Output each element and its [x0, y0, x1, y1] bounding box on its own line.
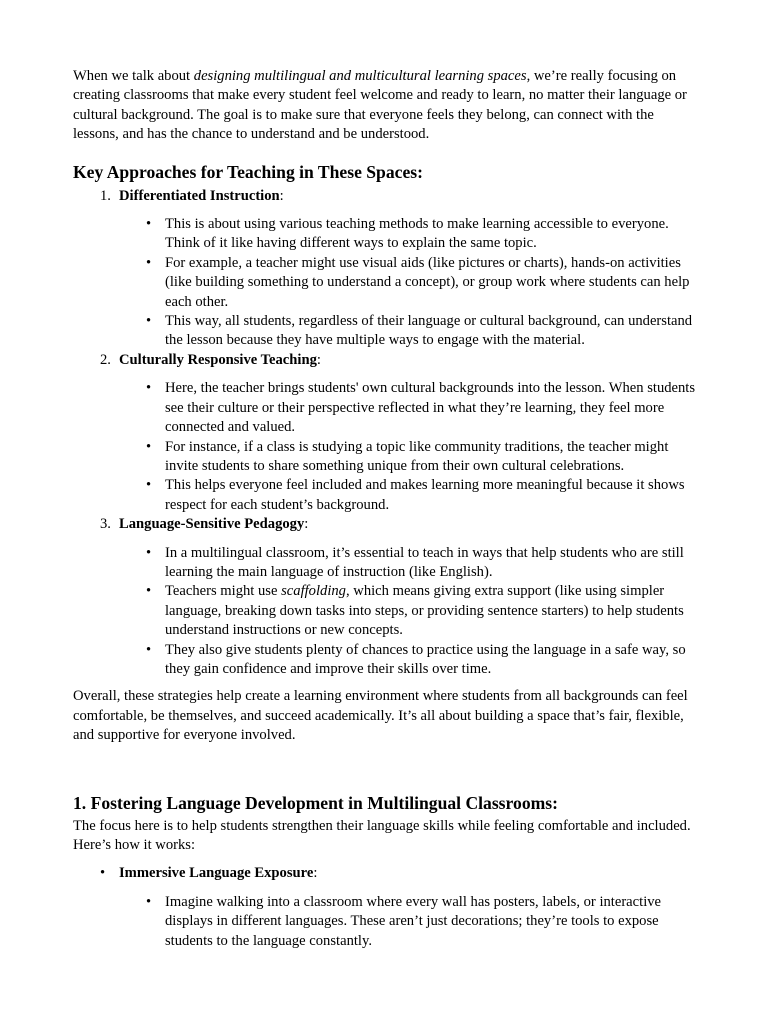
intro-paragraph — [73, 67, 698, 145]
section-list — [73, 864, 698, 951]
approach-colon: : — [316, 351, 321, 368]
approach-item — [100, 515, 698, 679]
language-development-section — [73, 792, 698, 951]
approach-title: Language-Sensitive Pedagogy — [119, 516, 305, 533]
approach-title: Differentiated Instruction — [119, 187, 280, 204]
section-item — [119, 864, 698, 951]
section-heading: 1. Fostering Language Development in Multilingual Classrooms: — [73, 792, 558, 813]
approach-title: Culturally Responsive Teaching — [119, 351, 317, 368]
bullet-item: • In a multilingual classroom, it’s essential to teach in ways that help students who are still learning the main language of instruction (like English). — [165, 544, 698, 583]
bullet-item: • They also give students plenty of chances to practice using the language in a safe way, so they gain confidence and improve their skills over time. — [165, 641, 698, 680]
section-item-bullets — [119, 893, 698, 951]
approach-bullets — [119, 215, 698, 351]
bullet-item: • This way, all students, regardless of their language or cultural background, can understand the lesson because they have multiple ways to engage with the material. — [165, 312, 698, 351]
bullet-item: • Imagine walking into a classroom where every wall has posters, labels, or interactive displays in different languages. These aren’t just decorations; they’re tools to expose students to the language constantly. — [165, 893, 698, 951]
intro-text-end: , we’re really focusing on creating classrooms that make every student feel welcome and ready to learn, no matter their language or cultural background. The goal is to make sure that everyone feels they belong, can connect with the lessons, and has the chance to understand and be understood. — [73, 68, 687, 143]
approaches-heading: Key Approaches for Teaching in These Spaces: — [73, 161, 423, 182]
bullet-item: • For instance, if a class is studying a topic like community traditions, the teacher might invite students to share something unique from their own cultural celebrations. — [165, 438, 698, 477]
approach-bullets — [119, 379, 698, 515]
bullet-text-start: Teachers might use — [165, 583, 282, 600]
approach-number: 3. — [100, 516, 111, 533]
bullet-item: • Here, the teacher brings students' own cultural backgrounds into the lesson. When students see their culture or their perspective reflected in what they’re learning, they feel more connected and valued. — [165, 379, 698, 437]
approach-item — [100, 187, 698, 351]
intro-text-start: When we talk about — [73, 68, 194, 84]
bullet-item — [165, 582, 698, 640]
bullet-item: • This helps everyone feel included and makes learning more meaningful because it shows respect for each student’s background. — [165, 476, 698, 515]
section-item-colon: : — [313, 865, 318, 882]
approach-item — [100, 351, 698, 515]
section-intro: The focus here is to help students strengthen their language skills while feeling comfortable and included. Here’s how it works: — [73, 817, 691, 853]
bullet-item: • For example, a teacher might use visual aids (like pictures or charts), hands-on activities (like building something to understand a concept), or group work where students can help each other. — [165, 254, 698, 312]
approach-number: 1. — [100, 187, 111, 204]
overall-paragraph: Overall, these strategies help create a learning environment where students from all backgrounds can feel comfortable, be themselves, and succeed academically. It’s all about building a space that’s fair, flexible, and supportive for everyone involved. — [73, 688, 688, 744]
bullet-item: • This is about using various teaching methods to make learning accessible to everyone. Think of it like having different ways to explain the same topic. — [165, 215, 698, 254]
intro-emphasis: designing multilingual and multicultural learning spaces — [193, 68, 527, 84]
approach-number: 2. — [100, 351, 111, 368]
approach-bullets — [119, 544, 698, 680]
approach-colon: : — [304, 516, 309, 533]
approaches-list — [73, 187, 698, 680]
bullet-emphasis: scaffolding — [281, 583, 346, 600]
section-item-title: Immersive Language Exposure — [119, 865, 314, 882]
bullet-text-end: , which means giving extra support (like using simpler language, breaking down tasks into steps, or providing sentence starters) to help students understand instructions or new concepts. — [165, 583, 684, 639]
approach-colon: : — [279, 187, 284, 204]
